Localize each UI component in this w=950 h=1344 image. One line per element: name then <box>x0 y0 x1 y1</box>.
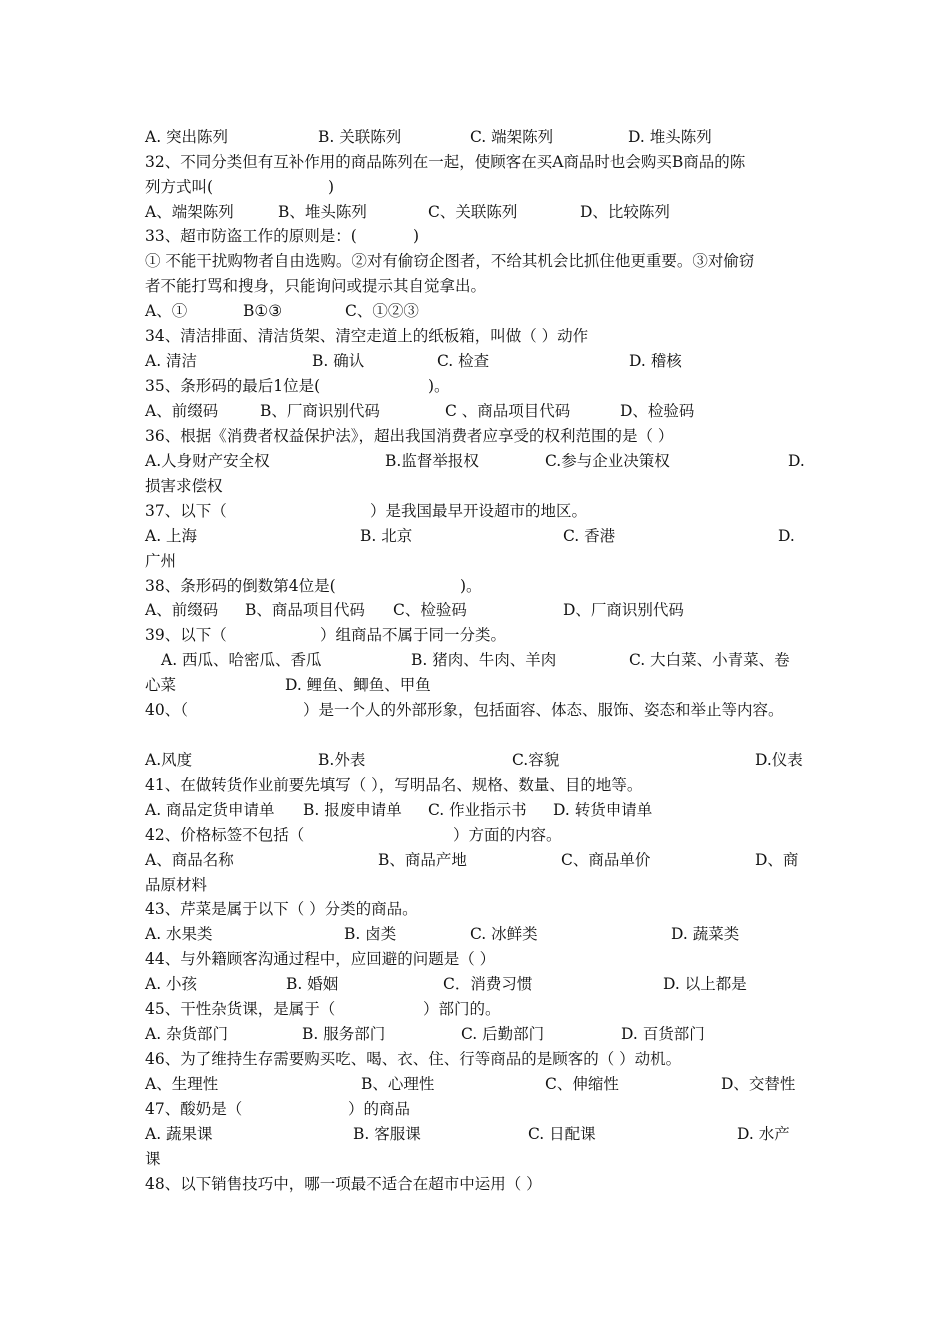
option-a: A、前缀码 <box>145 402 219 420</box>
blank-close: )。 <box>428 377 450 395</box>
option-c: C. 大白菜、小青菜、卷 <box>629 651 790 669</box>
option-d-cont: 广州 <box>145 552 177 570</box>
question-45 <box>145 997 815 1022</box>
option-c: C.容貌 <box>512 751 560 769</box>
option-b: B. 报废申请单 <box>303 801 402 819</box>
text-line <box>145 175 815 200</box>
text-line <box>145 449 815 474</box>
text-line <box>145 972 815 997</box>
question-text-cont: ）组商品不属于同一分类。 <box>320 626 507 644</box>
option-d: D. 转货申请单 <box>553 801 653 819</box>
question-38 <box>145 574 815 599</box>
option-c: C. 冰鲜类 <box>470 925 538 943</box>
question-text: 36、根据《消费者权益保护法》，超出我国消费者应享受的权利范围的是（ ） <box>145 427 674 445</box>
text-line <box>145 524 815 549</box>
option-c: C 、商品项目代码 <box>445 402 571 420</box>
option-c-cont: 心菜 <box>145 676 177 694</box>
option-d: D、检验码 <box>620 402 695 420</box>
option-a: A. 商品定货申请单 <box>145 801 275 819</box>
option-d: D.仪表 <box>755 751 803 769</box>
question-46 <box>145 1047 815 1072</box>
question-42 <box>145 823 815 848</box>
text-line <box>145 349 815 374</box>
text-line <box>145 549 815 574</box>
option-b: B.外表 <box>318 751 366 769</box>
option-d: D. 以上都是 <box>663 975 747 993</box>
option-b: B. 确认 <box>312 352 365 370</box>
question-32 <box>145 150 815 175</box>
option-b: B、堆头陈列 <box>278 203 367 221</box>
blank-close: )。 <box>460 577 482 595</box>
option-a: A、前缀码 <box>145 601 219 619</box>
text-line <box>145 125 815 150</box>
question-text: 48、以下销售技巧中，哪一项最不适合在超市中运用（ ） <box>145 1175 542 1193</box>
question-text-cont: ）是我国最早开设超市的地区。 <box>370 502 588 520</box>
option-c: C、伸缩性 <box>545 1075 619 1093</box>
option-d: D. 堆头陈列 <box>628 128 712 146</box>
question-35 <box>145 374 815 399</box>
option-b: B、厂商识别代码 <box>260 402 380 420</box>
question-33 <box>145 224 815 249</box>
question-text: 46、为了维持生存需要购买吃、喝、衣、住、行等商品的是顾客的（ ）动机。 <box>145 1050 682 1068</box>
option-b: B①③ <box>243 302 283 320</box>
option-b: B.监督举报权 <box>385 452 479 470</box>
option-d: D. 蔬菜类 <box>671 925 740 943</box>
option-a: A. 西瓜、哈密瓜、香瓜 <box>161 651 322 669</box>
question-text: 42、价格标签不包括（ <box>145 826 305 844</box>
question-text: 32、不同分类但有互补作用的商品陈列在一起，使顾客在买A商品时也会购买B商品的陈 <box>145 153 746 171</box>
question-40 <box>145 698 815 723</box>
option-b: B. 卤类 <box>344 925 397 943</box>
option-a: A. 蔬果课 <box>145 1125 213 1143</box>
option-c: C.参与企业决策权 <box>545 452 670 470</box>
option-c: C、关联陈列 <box>428 203 518 221</box>
text-line <box>145 1022 815 1047</box>
option-b: B、商品产地 <box>378 851 467 869</box>
option-b: B. 北京 <box>360 527 413 545</box>
question-text: 33、超市防盗工作的原则是：( <box>145 227 357 245</box>
option-a: A、① <box>145 302 188 320</box>
option-b: B. 猪肉、牛肉、羊肉 <box>411 651 557 669</box>
text-line <box>145 873 815 898</box>
question-text-cont: ）部门的。 <box>423 1000 501 1018</box>
question-41 <box>145 773 815 798</box>
question-text-cont: ）是一个人的外部形象，包括面容、体态、服饰、姿态和举止等内容。 <box>303 701 784 719</box>
option-d: D、交替性 <box>721 1075 796 1093</box>
option-a: A、生理性 <box>145 1075 219 1093</box>
question-37 <box>145 499 815 524</box>
option-c: C. 日配课 <box>528 1125 596 1143</box>
option-d-cont: 课 <box>145 1150 161 1168</box>
option-c: C. 端架陈列 <box>470 128 554 146</box>
question-text: 37、以下（ <box>145 502 227 520</box>
option-a: A. 清洁 <box>145 352 198 370</box>
option-a: A. 杂货部门 <box>145 1025 229 1043</box>
option-d: D、比较陈列 <box>580 203 670 221</box>
text-line <box>145 399 815 424</box>
question-text-cont: ）方面的内容。 <box>453 826 562 844</box>
option-d: D、商 <box>755 851 799 869</box>
question-text: 43、芹菜是属于以下（ ）分类的商品。 <box>145 900 418 918</box>
question-text-cont: ）的商品 <box>348 1100 411 1118</box>
option-d: D. 百货部门 <box>621 1025 705 1043</box>
option-a: A. 突出陈列 <box>145 128 229 146</box>
option-d-cont: 损害求偿权 <box>145 477 223 495</box>
text-line <box>145 798 815 823</box>
text-line <box>145 922 815 947</box>
text-line <box>145 1147 815 1172</box>
option-c: C. 香港 <box>563 527 616 545</box>
option-d: D、厂商识别代码 <box>563 601 684 619</box>
question-34 <box>145 324 815 349</box>
option-d-cont: 品原材料 <box>145 876 208 894</box>
question-text: 41、在做转货作业前要先填写（ ），写明品名、规格、数量、目的地等。 <box>145 776 643 794</box>
option-a: A.人身财产安全权 <box>145 452 270 470</box>
option-c: C. 检查 <box>437 352 490 370</box>
question-text: ① 不能干扰购物者自由选购。②对有偷窃企图者，不给其机会比抓住他更重要。③对偷窃 <box>145 252 755 270</box>
option-c: C、商品单价 <box>561 851 651 869</box>
text-line <box>145 1072 815 1097</box>
question-text: 44、与外籍顾客沟通过程中，应回避的问题是（ ） <box>145 950 496 968</box>
question-text: 39、以下（ <box>145 626 227 644</box>
question-text: 47、酸奶是（ <box>145 1100 243 1118</box>
option-d: D. 水产 <box>737 1125 790 1143</box>
question-47 <box>145 1097 815 1122</box>
text-line <box>145 474 815 499</box>
text-line <box>145 1122 815 1147</box>
question-36 <box>145 424 815 449</box>
question-43 <box>145 897 815 922</box>
option-b: B. 客服课 <box>353 1125 421 1143</box>
option-a: A、商品名称 <box>145 851 234 869</box>
question-text: 40、（ <box>145 701 188 719</box>
question-text: 38、条形码的倒数第4位是( <box>145 577 336 595</box>
option-a: A. 水果类 <box>145 925 213 943</box>
option-d: D. 鲤鱼、鲫鱼、甲鱼 <box>285 676 431 694</box>
option-a: A. 小孩 <box>145 975 198 993</box>
option-d: D. <box>778 527 795 545</box>
option-b: B. 服务部门 <box>302 1025 386 1043</box>
option-b: B. 关联陈列 <box>318 128 402 146</box>
option-b: B、商品项目代码 <box>245 601 365 619</box>
question-text: 45、干性杂货课，是属于（ <box>145 1000 336 1018</box>
option-c: C、①②③ <box>345 302 419 320</box>
question-48 <box>145 1172 815 1197</box>
option-b: B. 婚姻 <box>286 975 339 993</box>
option-a: A. 上海 <box>145 527 198 545</box>
option-b: B、心理性 <box>361 1075 435 1093</box>
option-c: C. 后勤部门 <box>461 1025 545 1043</box>
option-d: D. <box>788 452 805 470</box>
text-line <box>145 598 815 623</box>
text-line <box>145 673 815 698</box>
text-line <box>145 299 815 324</box>
blank-close: ) <box>328 178 335 196</box>
question-44 <box>145 947 815 972</box>
option-a: A、端架陈列 <box>145 203 234 221</box>
option-a: A.风度 <box>145 751 193 769</box>
blank-close: ) <box>413 227 420 245</box>
text-line <box>145 274 815 299</box>
text-line <box>145 748 815 773</box>
text-line <box>145 648 815 673</box>
option-c: C．消费习惯 <box>443 975 533 993</box>
text-line <box>145 848 815 873</box>
question-text: 列方式叫( <box>145 178 214 196</box>
question-39 <box>145 623 815 648</box>
question-text: 34、清洁排面、清洁货架、清空走道上的纸板箱，叫做（ ）动作 <box>145 327 589 345</box>
question-text: 者不能打骂和搜身，只能询问或提示其自觉拿出。 <box>145 277 487 295</box>
option-c: C. 作业指示书 <box>428 801 527 819</box>
option-d: D. 稽核 <box>629 352 682 370</box>
text-line <box>145 249 815 274</box>
option-c: C、检验码 <box>393 601 467 619</box>
question-text: 35、条形码的最后1位是( <box>145 377 321 395</box>
text-line <box>145 200 815 225</box>
